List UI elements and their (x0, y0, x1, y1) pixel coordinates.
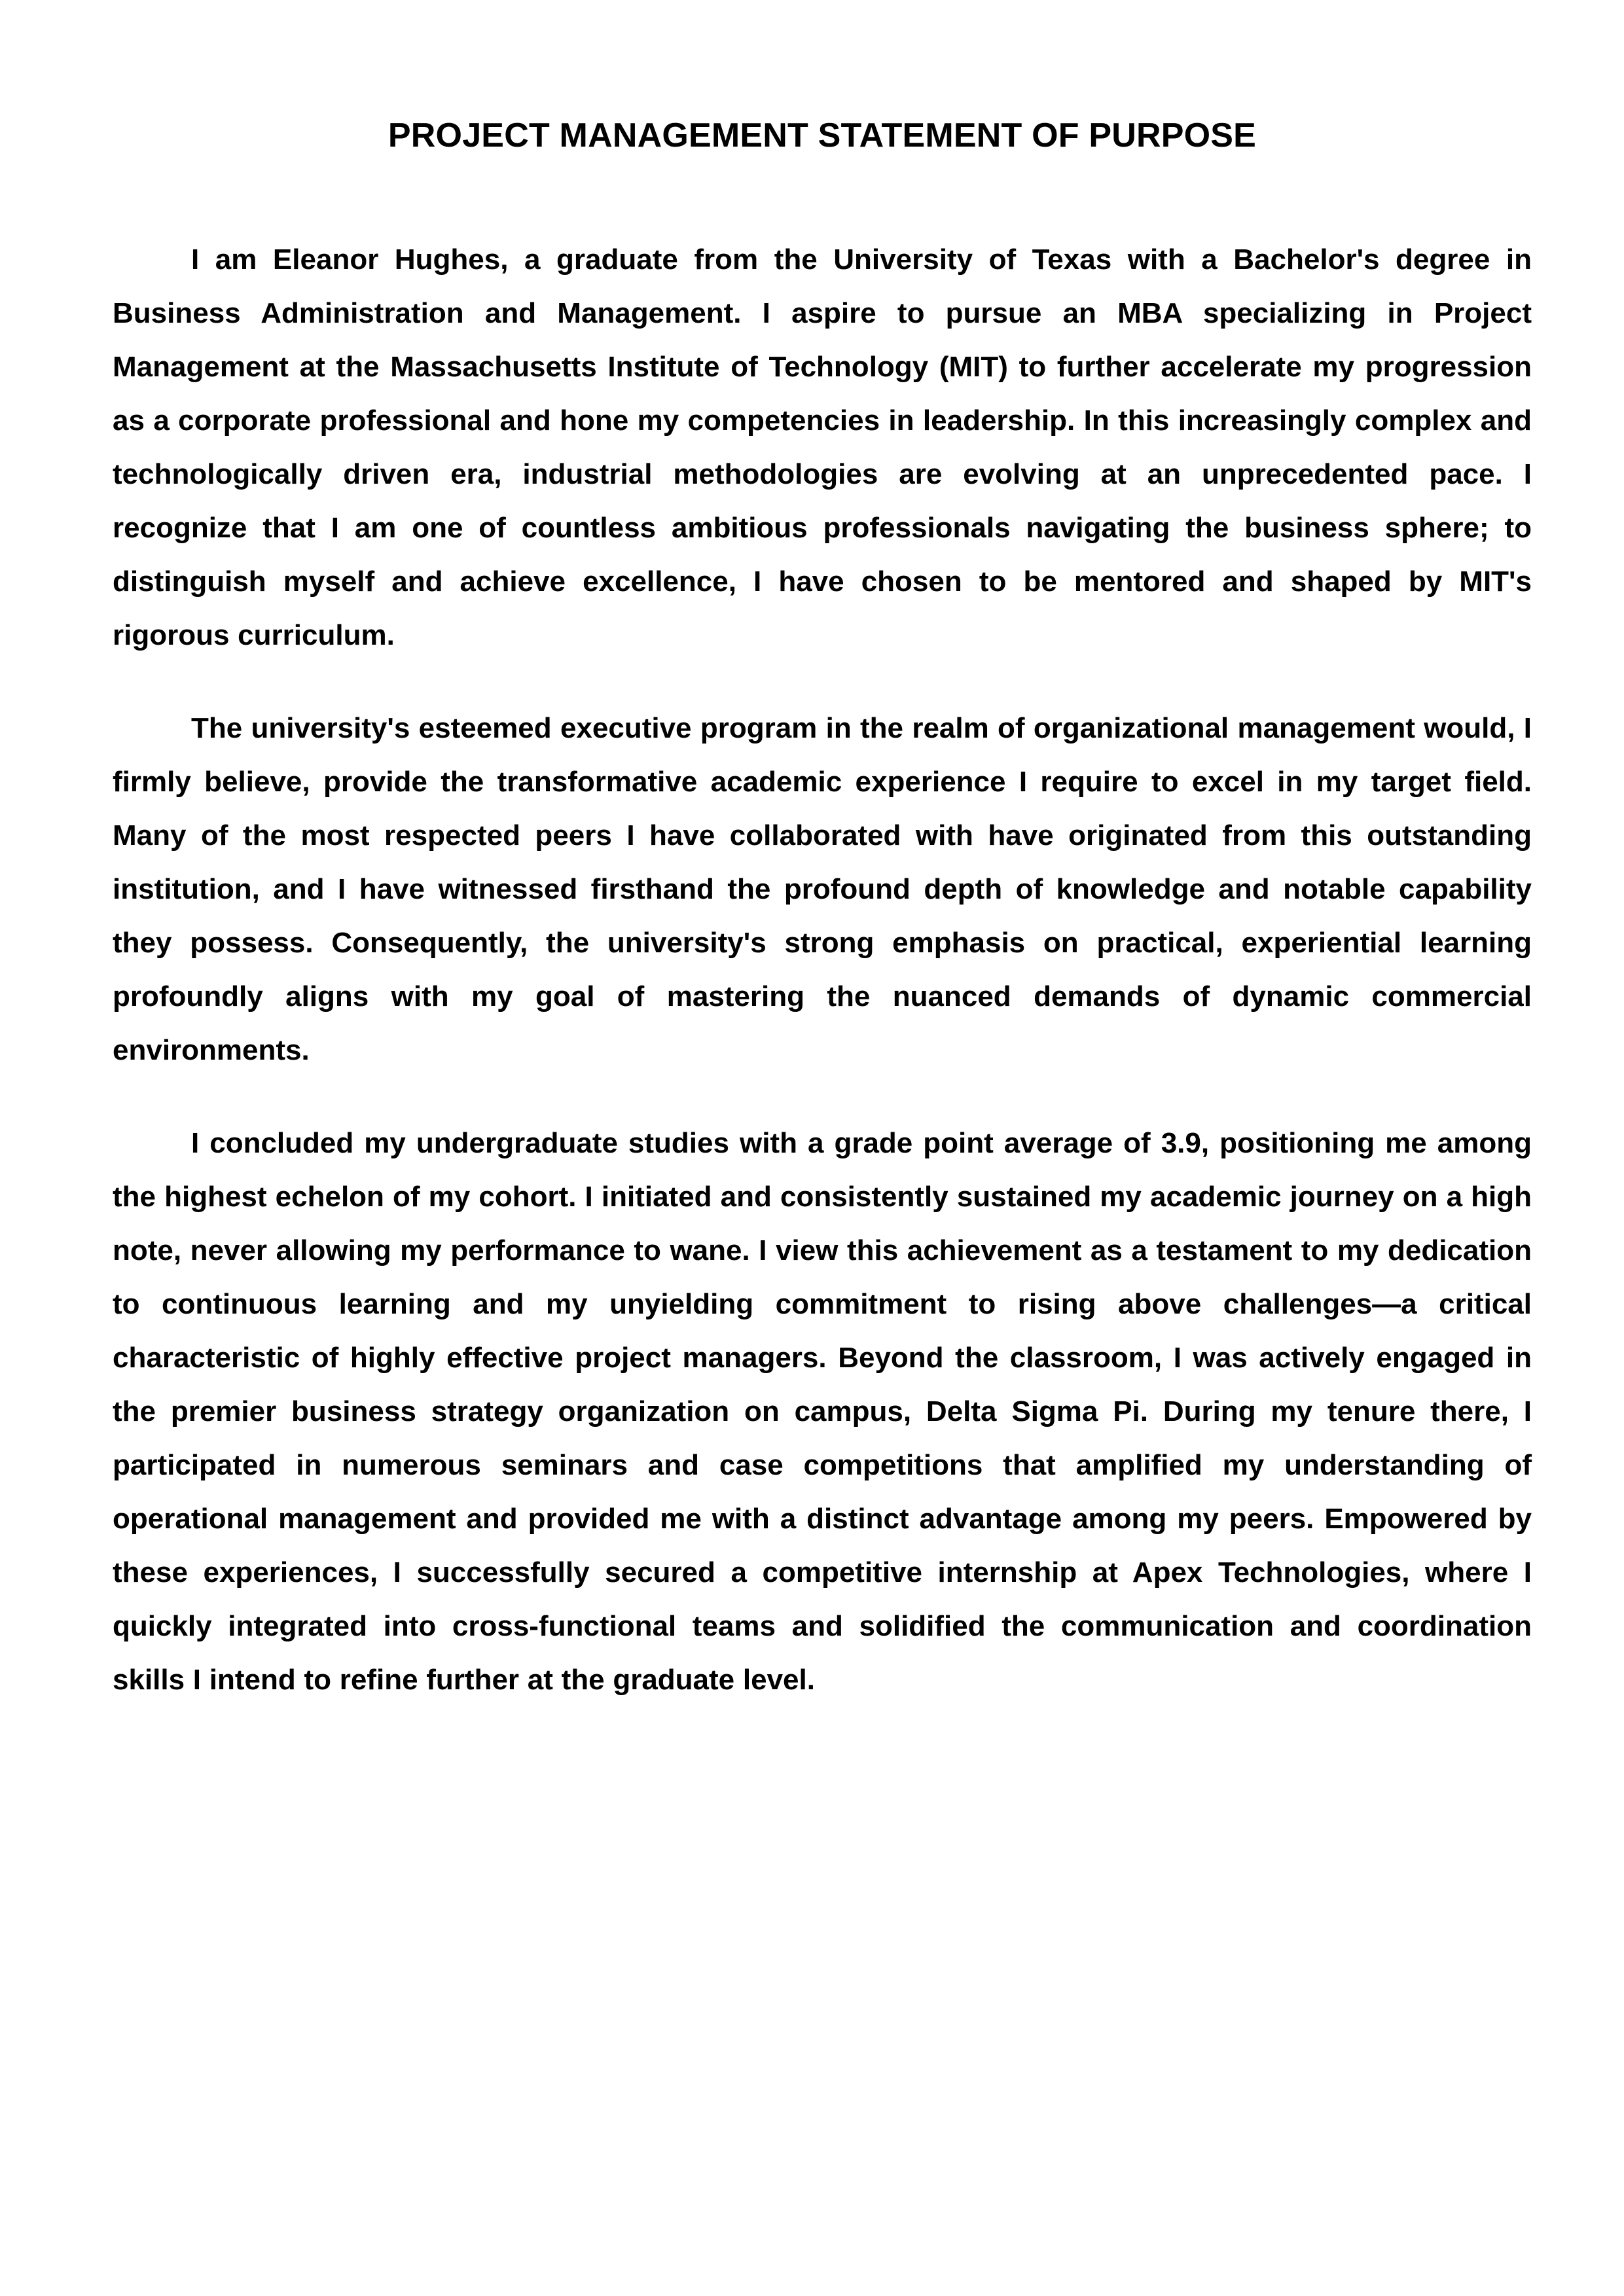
body-paragraph: The university's esteemed executive program in the realm of organizational management would, I firmly believe, provide the transformative academic experience I require to excel in my target field. Many of the most respected peers I have collaborated with have originated from this outstanding institution, and I have witnessed firsthand the profound depth of knowledge and notable capability they possess. Consequently, the university's strong emphasis on practical, experiential learning profoundly aligns with my goal of mastering the nuanced demands of dynamic commercial environments. (113, 712, 1532, 1067)
body-paragraph: I concluded my undergraduate studies with a grade point average of 3.9, positioning me among the highest echelon of my cohort. I initiated and consistently sustained my academic journey on a high note, never allowing my performance to wane. I view this achievement as a testament to my dedication to continuous learning and my unyielding commitment to rising above challenges—a critical characteristic of highly effective project managers. Beyond the classroom, I was actively engaged in the premier business strategy organization on campus, Delta Sigma Pi. During my tenure there, I participated in numerous seminars and case competitions that amplified my understanding of operational management and provided me with a distinct advantage among my peers. Empowered by these experiences, I successfully secured a competitive internship at Apex Technologies, where I quickly integrated into cross-functional teams and solidified the communication and coordination skills I intend to refine further at the graduate level. (113, 1127, 1532, 1696)
document-content (113, 0, 1532, 1707)
document-body (113, 233, 1532, 1707)
page-title: PROJECT MANAGEMENT STATEMENT OF PURPOSE (388, 117, 1257, 154)
body-paragraph: I am Eleanor Hughes, a graduate from the University of Texas with a Bachelor's degree in Business Administration and Management. I aspire to pursue an MBA specializing in Project Management at the Massachusetts Institute of Technology (MIT) to further accelerate my progression as a corporate professional and hone my competencies in leadership. In this increasingly complex and technologically driven era, industrial methodologies are evolving at an unprecedented pace. I recognize that I am one of countless ambitious professionals navigating the business sphere; to distinguish myself and achieve excellence, I have chosen to be mentored and shaped by MIT's rigorous curriculum. (113, 243, 1532, 652)
